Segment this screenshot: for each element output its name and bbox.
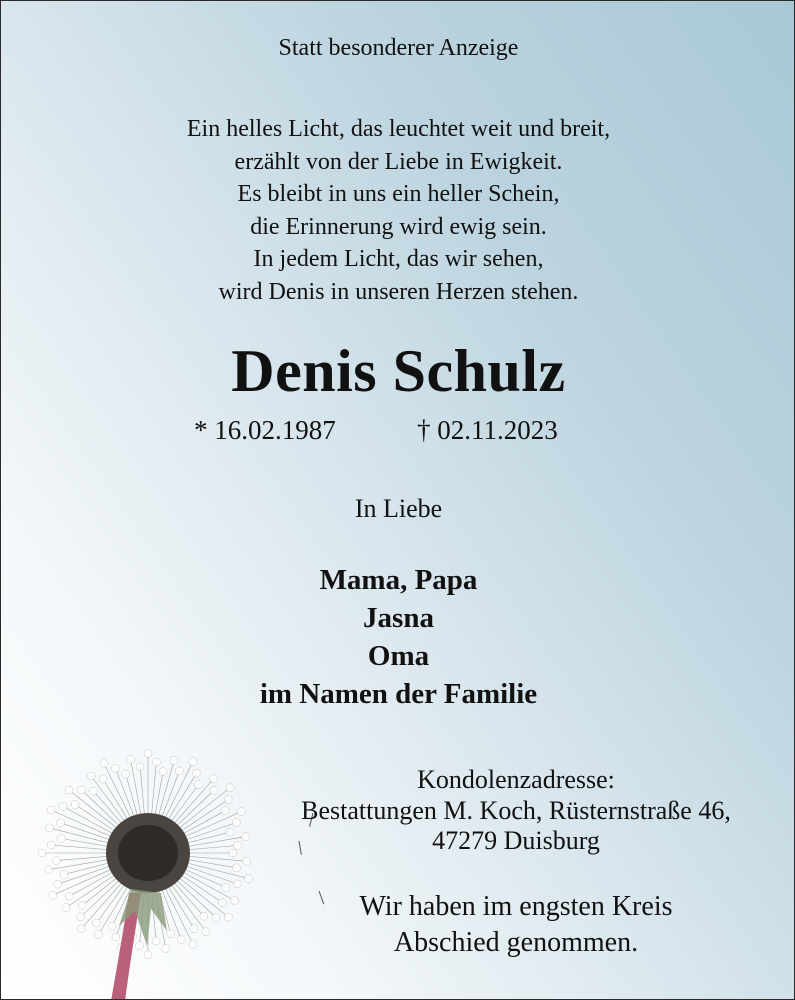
condolence-label: Kondolenzadresse: — [417, 765, 615, 794]
farewell-note — [271, 889, 761, 961]
announcement-headline: Statt besonderer Anzeige — [278, 35, 519, 61]
poem-line: Ein helles Licht, das leuchtet weit und breit, — [186, 116, 611, 142]
birth-date: * 16.02.1987 — [194, 415, 336, 445]
poem-line: die Erinnerung wird ewig sein. — [250, 213, 547, 240]
mourners-list — [1, 561, 795, 713]
death-date: † 02.11.2023 — [417, 415, 558, 445]
mourner: Oma — [367, 640, 430, 672]
poem-line: erzählt von der Liebe in Ewigkeit. — [234, 148, 563, 175]
address-line: 47279 Duisburg — [432, 826, 600, 855]
dandelion-core — [118, 825, 178, 881]
poem-line: wird Denis in unseren Herzen stehen. — [218, 278, 579, 305]
poem-line: In jedem Licht, das wir sehen, — [253, 246, 544, 272]
mourner: Mama, Papa — [319, 564, 478, 596]
farewell-line: Abschied genommen. — [393, 927, 639, 958]
deceased-name: Denis Schulz — [231, 338, 566, 404]
in-love-text: In Liebe — [354, 494, 443, 523]
mourner: im Namen der Familie — [259, 678, 538, 710]
mourner: Jasna — [363, 602, 434, 634]
address-line: Bestattungen M. Koch, Rüsternstraße 46, — [301, 795, 731, 825]
condolence-address — [271, 765, 761, 857]
poem — [1, 113, 795, 308]
poem-line: Es bleibt in uns ein heller Schein, — [237, 181, 560, 207]
farewell-line: Wir haben im engsten Kreis — [359, 891, 673, 922]
